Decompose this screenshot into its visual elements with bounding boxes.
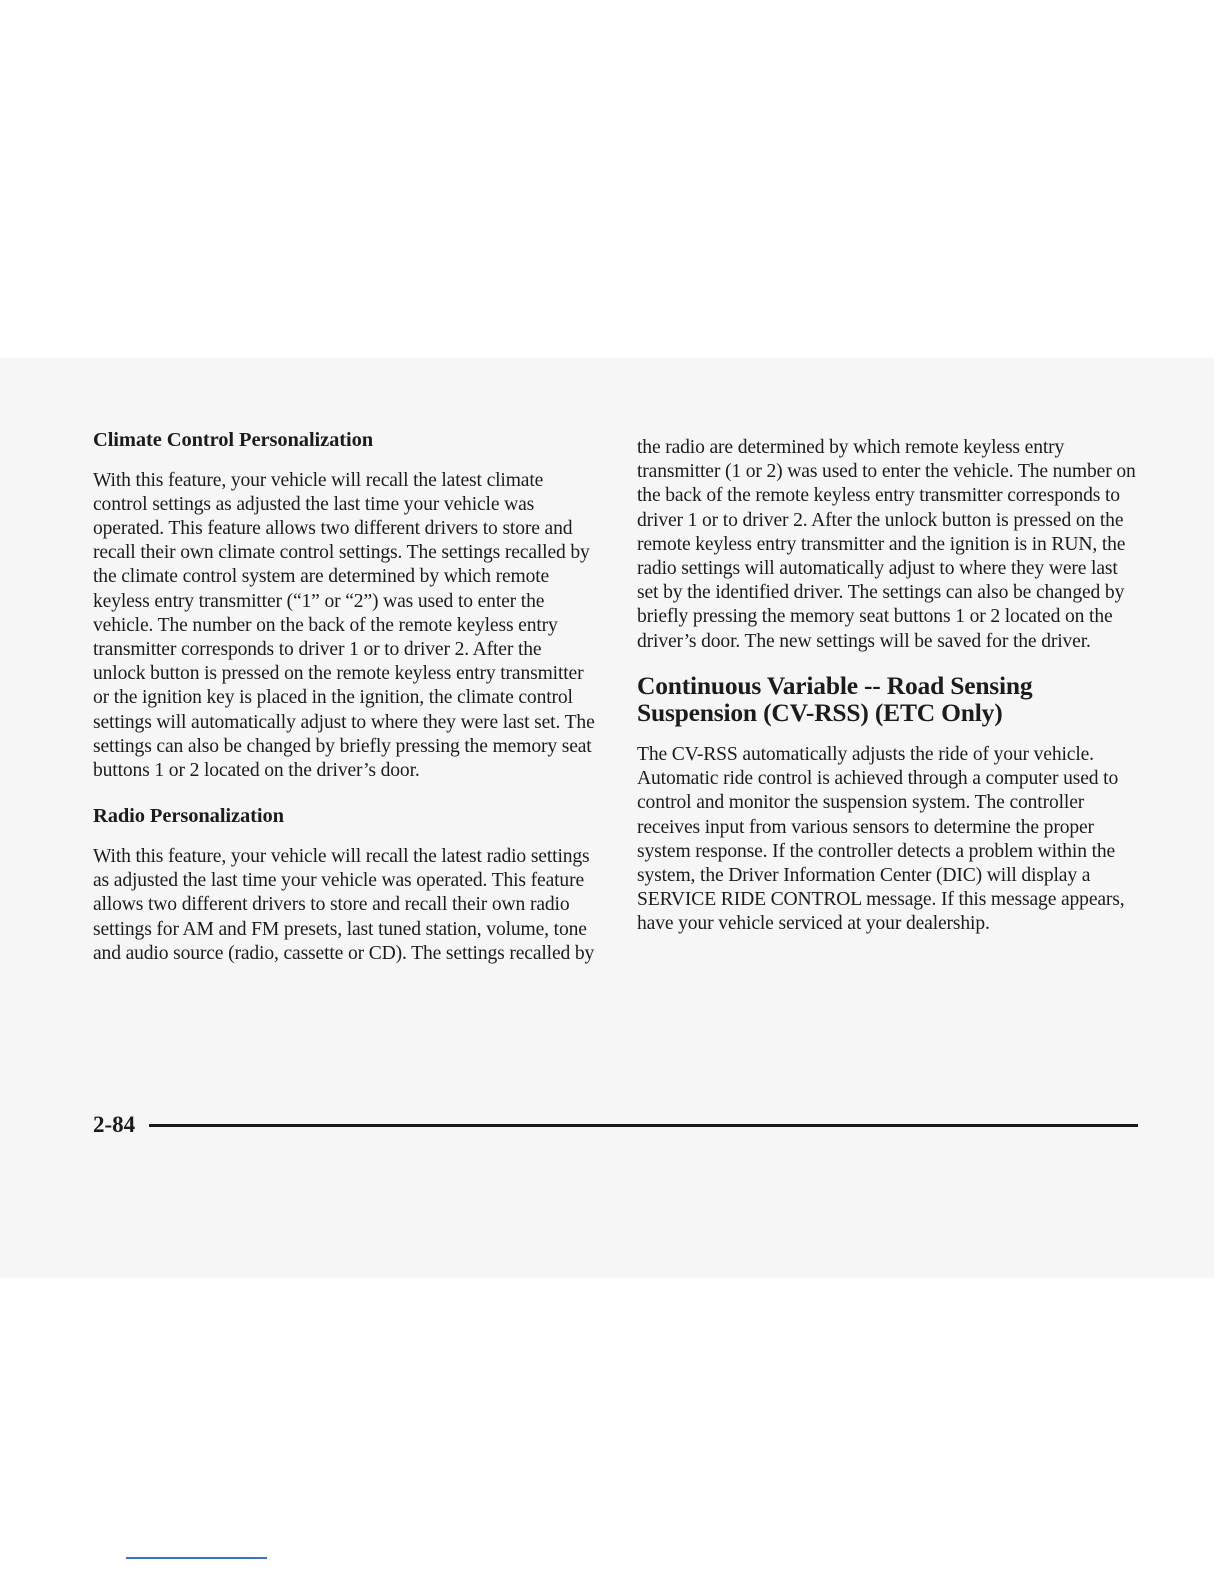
cv-rss-heading: Continuous Variable -- Road Sensing Suspension (CV-RSS) (ETC Only) <box>637 670 1033 728</box>
radio-personalization-paragraph: With this feature, your vehicle will recall the latest radio settings as adjusted the last time your vehicle was operated. This feature allows two different drivers to store and recall their own radio settings for AM and FM presets, last tuned station, volume, tone and audio source (radio, cassette or CD). The settings recalled by <box>93 845 595 964</box>
bottom-accent-line <box>126 1557 267 1559</box>
climate-control-paragraph: With this feature, your vehicle will recall the latest climate control settings as adjusted the last time your vehicle was operated. This feature allows two different drivers to store and recall their own climate control settings. The settings recalled by the climate control system are determined by which remote keyless entry transmitter (“1” or “2”) was used to enter the vehicle. The number on the back of the remote keyless entry transmitter corresponds to driver 1 or to driver 2. After the unlock button is pressed on the remote keyless entry transmitter or the ignition key is placed in the ignition, the climate control settings will automatically adjust to where they were last set. The settings can also be changed by briefly pressing the memory seat buttons 1 or 2 located on the driver’s door. <box>93 469 595 782</box>
cv-rss-paragraph: The CV-RSS automatically adjusts the ride of your vehicle. Automatic ride control is achieved through a computer used to control and monitor the suspension system. The controller receives input from various sensors to determine the proper system response. If the controller detects a problem within the system, the Driver Information Center (DIC) will display a SERVICE RIDE CONTROL message. If this message appears, have your vehicle serviced at your dealership. <box>637 743 1125 935</box>
radio-personalization-continued: the radio are determined by which remote keyless entry transmitter (1 or 2) was used to enter the vehicle. The number on the back of the remote keyless entry transmitter corresponds to driver 1 or to driver 2. After the unlock button is pressed on the remote keyless entry transmitter and the ignition is in RUN, the radio settings will automatically adjust to where they were last set by the identified driver. The settings can also be changed by briefly pressing the memory seat buttons 1 or 2 located on the driver’s door. The new settings will be saved for the driver. <box>637 437 1136 652</box>
climate-control-heading: Climate Control Personalization <box>93 429 374 451</box>
page-footer <box>93 1112 1138 1142</box>
left-column <box>93 428 595 987</box>
radio-personalization-heading: Radio Personalization <box>93 805 284 828</box>
page-number: 2-84 <box>93 1112 136 1137</box>
right-column <box>637 436 1139 945</box>
footer-rule <box>149 1124 1138 1127</box>
